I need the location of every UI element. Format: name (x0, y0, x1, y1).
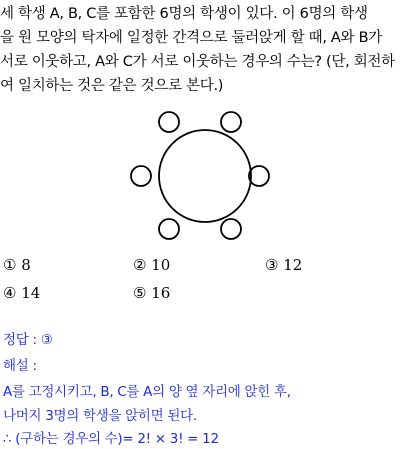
choice-5-marker: ⑤ (133, 284, 147, 302)
choice-5[interactable] (133, 283, 170, 303)
choice-4[interactable] (3, 283, 40, 303)
choice-2-marker: ② (133, 256, 147, 274)
solution-line-3: ∴ (구하는 경우의 수)= 2! × 3! = 12 (3, 431, 219, 447)
seat-right (249, 166, 269, 186)
choice-1-marker: ① (3, 256, 17, 274)
choice-4-value: 14 (21, 284, 41, 302)
choice-2-value: 10 (151, 256, 171, 274)
choice-3-marker: ③ (265, 256, 279, 274)
choice-5-value: 16 (151, 284, 171, 302)
choice-3[interactable] (265, 255, 302, 275)
seat-top-left (159, 112, 179, 132)
choice-3-value: 12 (283, 256, 303, 274)
round-table (159, 130, 251, 222)
seat-bottom-left (159, 219, 179, 239)
question-line-1: 세 학생 A, B, C를 포함한 6명의 학생이 있다. 이 6명의 학생 (0, 6, 368, 22)
solution-heading: 해설 : (3, 358, 37, 374)
solution-line-2: 나머지 3명의 학생을 앉히면 된다. (3, 408, 197, 424)
seat-left (131, 166, 151, 186)
seat-top-right (221, 112, 241, 132)
seat-bottom-right (221, 219, 241, 239)
question-line-4: 여 일치하는 것은 같은 것으로 본다.) (0, 78, 224, 94)
choice-4-marker: ④ (3, 284, 17, 302)
question-line-3: 서로 이웃하고, A와 C가 서로 이웃하는 경우의 수는? (단, 회전하 (0, 54, 395, 70)
choice-2[interactable] (133, 255, 170, 275)
solution-line-1: A를 고정시키고, B, C를 A의 양 옆 자리에 앉힌 후, (3, 384, 291, 400)
question-line-2: 을 원 모양의 탁자에 일정한 간격으로 둘러앉게 할 때, A와 B가 (0, 30, 382, 46)
choice-1[interactable] (3, 255, 31, 275)
answer-line: 정답 : ③ (3, 332, 53, 348)
choice-1-value: 8 (21, 256, 31, 274)
